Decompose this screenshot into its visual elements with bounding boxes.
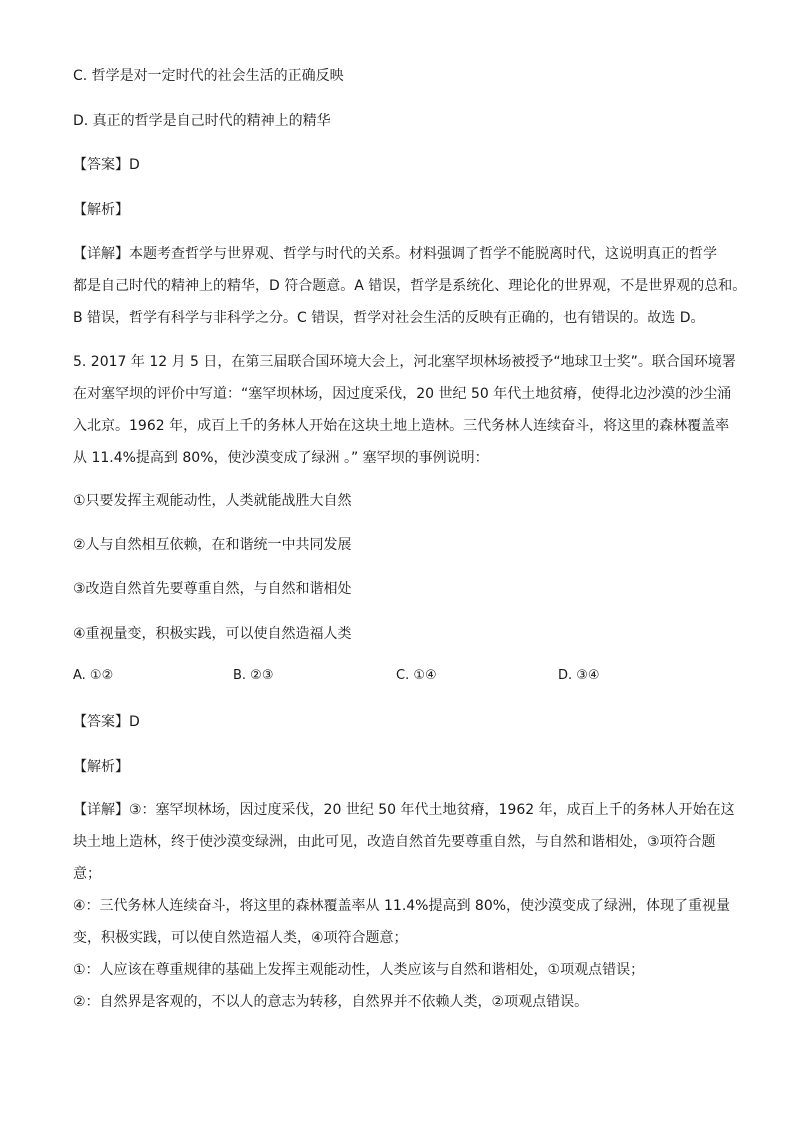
detail-line: ④：三代务林人连续奋斗，将这里的森林覆盖率从 11.4%提高到 80%，使沙漠变成了绿洲，体现了重视量	[73, 898, 731, 914]
detail-line: 都是自己时代的精神上的精华，D 符合题意。A 错误，哲学是系统化、理论化的世界观，不是世界观的总和。	[73, 278, 747, 294]
detail-line: 意；	[73, 866, 101, 882]
question-stem-line: 5. 2017 年 12 月 5 日，在第三届联合国环境大会上，河北塞罕坝林场被授予“地球卫士奖”。联合国环境署	[73, 354, 736, 370]
detail-line: 变，积极实践，可以使自然造福人类，④项符合题意；	[73, 930, 408, 946]
question-stem-line: 入北京。1962 年，成百上千的务林人开始在这块土地上造林。三代务林人连续奋斗，将这里的森林覆盖率	[73, 418, 730, 434]
answer-label: 【答案】D	[73, 714, 140, 730]
option-d: D. ③④	[558, 668, 600, 683]
statement-1: ①只要发挥主观能动性，人类就能战胜大自然	[73, 493, 352, 509]
detail-line: 【详解】③：塞罕坝林场，因过度采伐，20 世纪 50 年代土地贫瘠，1962 年，成百上千的务林人开始在这	[73, 802, 735, 818]
answer-options	[73, 668, 733, 688]
option-b: B. ②③	[233, 668, 274, 683]
analysis-heading: 【解析】	[73, 202, 129, 218]
question-stem-line: 在对塞罕坝的评价中写道：“塞罕坝林场，因过度采伐，20 世纪 50 年代土地贫瘠，使得北边沙漠的沙尘涌	[73, 386, 732, 402]
detail-line: ②：自然界是客观的，不以人的意志为转移，自然界并不依赖人类，②项观点错误。	[73, 994, 589, 1010]
option-d: D. 真正的哲学是自己时代的精神上的精华	[73, 113, 331, 129]
detail-line: 【详解】本题考查哲学与世界观、哲学与时代的关系。材料强调了哲学不能脱离时代，这说明真正的哲学	[73, 246, 717, 262]
detail-line: B 错误，哲学有科学与非科学之分。C 错误，哲学对社会生活的反映有正确的，也有错误的。故选 D。	[73, 310, 705, 326]
answer-label: 【答案】D	[73, 157, 140, 173]
option-c: C. 哲学是对一定时代的社会生活的正确反映	[73, 68, 344, 84]
question-stem-line: 从 11.4%提高到 80%，使沙漠变成了绿洲 。” 塞罕坝的事例说明：	[73, 450, 489, 466]
statement-3: ③改造自然首先要尊重自然，与自然和谐相处	[73, 581, 352, 597]
statement-4: ④重视量变，积极实践，可以使自然造福人类	[73, 626, 352, 642]
option-a: A. ①②	[73, 668, 114, 683]
analysis-heading: 【解析】	[73, 759, 129, 775]
detail-line: ①：人应该在尊重规律的基础上发挥主观能动性，人类应该与自然和谐相处，①项观点错误；	[73, 962, 645, 978]
statement-2: ②人与自然相互依赖，在和谐统一中共同发展	[73, 537, 352, 553]
option-c: C. ①④	[396, 668, 437, 683]
detail-line: 块土地上造林，终于使沙漠变绿洲，由此可见，改造自然首先要尊重自然，与自然和谐相处，③项符合题	[73, 834, 716, 850]
